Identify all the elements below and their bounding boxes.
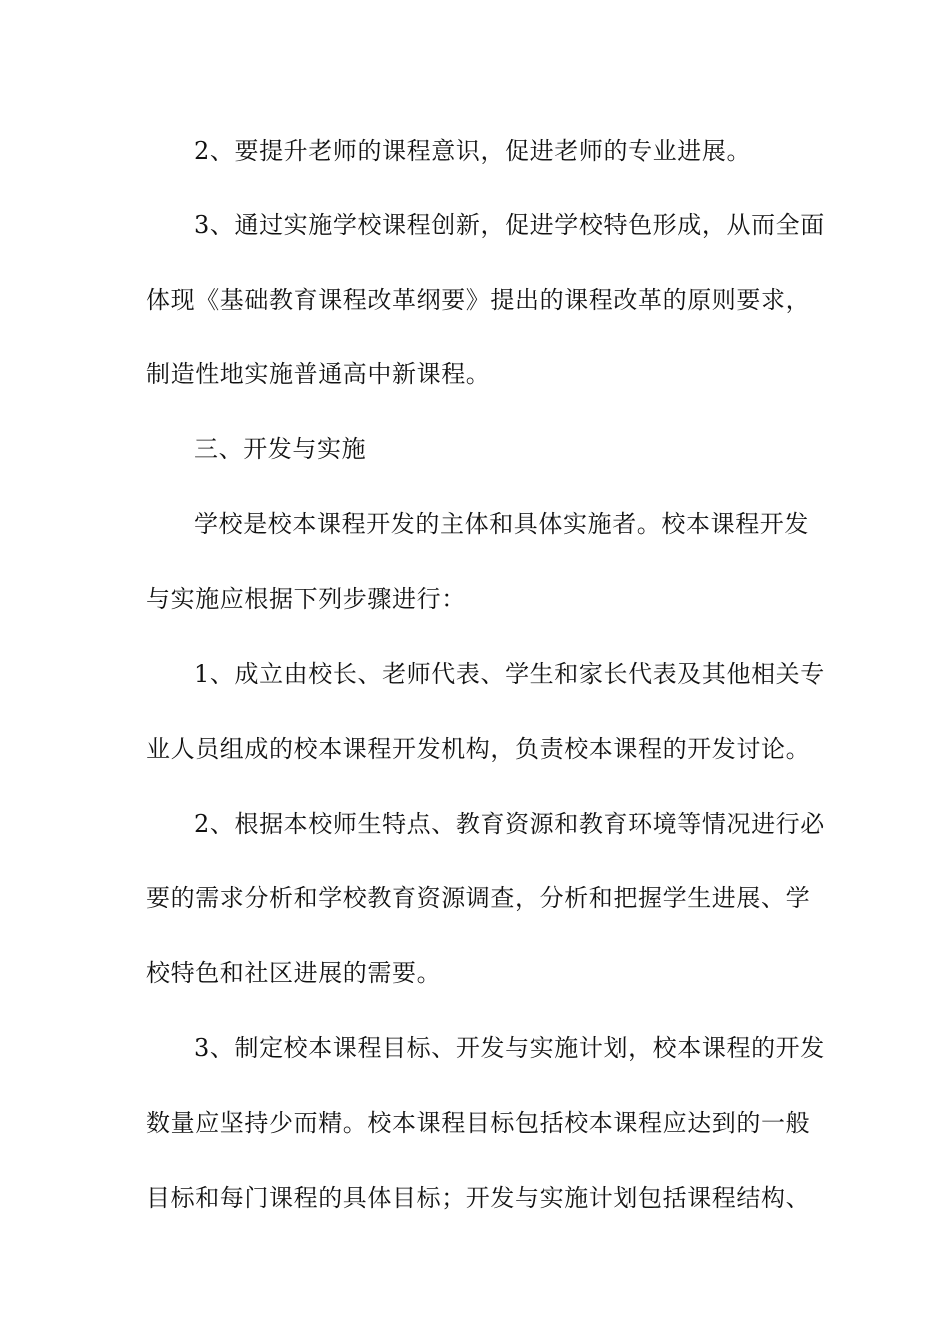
text-line-4: 制造性地实施普通高中新课程。 [146,360,491,388]
text-line-7: 与实施应根据下列步骤进行： [146,585,466,613]
text-line-11: 要的需求分析和学校教育资源调查，分析和把握学生进展、学 [146,884,811,912]
text-line-2: 3、通过实施学校课程创新，促进学校特色形成，从而全面 [194,211,825,239]
text-line-3: 体现《基础教育课程改革纲要》提出的课程改革的原则要求， [146,286,811,314]
section-heading: 三、开发与实施 [194,435,367,463]
text-line-12: 校特色和社区进展的需要。 [146,959,442,987]
text-line-1: 2、要提升老师的课程意识，促进老师的专业进展。 [194,137,752,165]
text-line-15: 目标和每门课程的具体目标；开发与实施计划包括课程结构、 [146,1184,811,1212]
text-line-6: 学校是校本课程开发的主体和具体实施者。校本课程开发 [194,510,809,538]
text-line-14: 数量应坚持少而精。校本课程目标包括校本课程应达到的一般 [146,1109,811,1137]
text-line-8: 1、成立由校长、老师代表、学生和家长代表及其他相关专 [194,660,825,688]
text-line-13: 3、制定校本课程目标、开发与实施计划，校本课程的开发 [194,1034,825,1062]
text-line-10: 2、根据本校师生特点、教育资源和教育环境等情况进行必 [194,810,825,838]
text-line-9: 业人员组成的校本课程开发机构，负责校本课程的开发讨论。 [146,735,811,763]
